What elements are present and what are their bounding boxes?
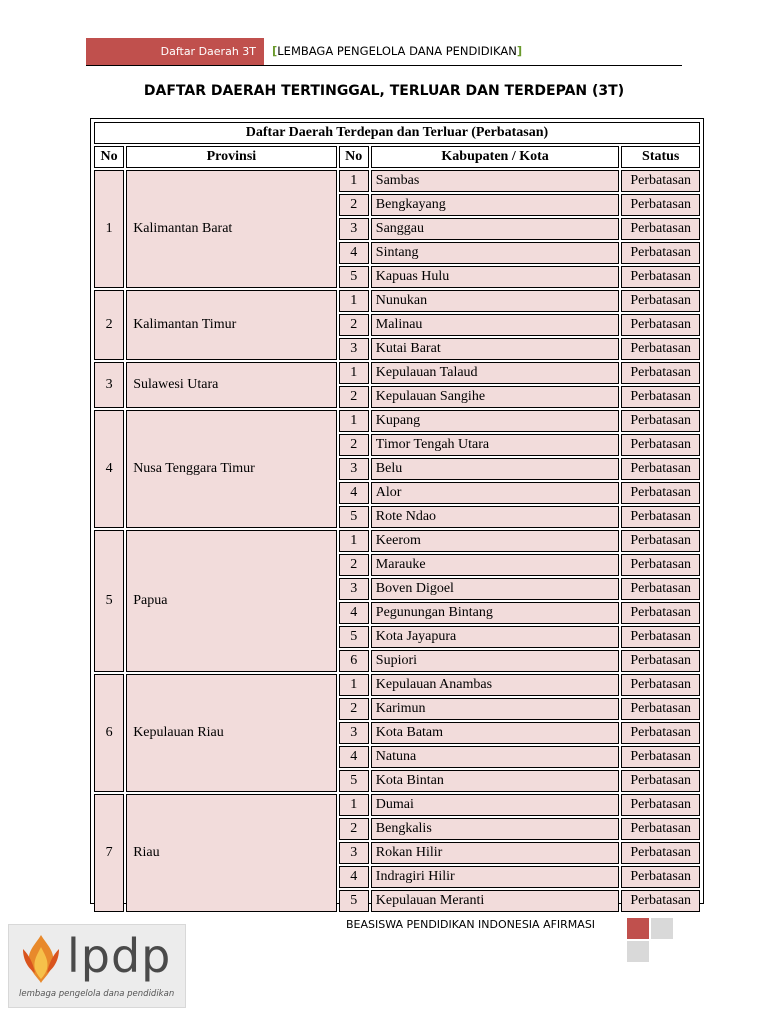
status-cell: Perbatasan <box>621 770 700 792</box>
table-row <box>94 170 700 192</box>
table-row <box>94 290 700 312</box>
regency-name: Kepulauan Talaud <box>371 362 620 384</box>
table-row <box>94 410 700 432</box>
footer-text: BEASISWA PENDIDIKAN INDONESIA AFIRMASI <box>346 918 596 931</box>
status-cell: Perbatasan <box>621 170 700 192</box>
status-cell: Perbatasan <box>621 506 700 528</box>
regency-number: 2 <box>339 554 369 576</box>
status-cell: Perbatasan <box>621 338 700 360</box>
regency-number: 4 <box>339 482 369 504</box>
status-cell: Perbatasan <box>621 410 700 432</box>
regency-number: 3 <box>339 338 369 360</box>
regency-name: Boven Digoel <box>371 578 620 600</box>
province-name: Kalimantan Timur <box>126 290 336 360</box>
regency-name: Nunukan <box>371 290 620 312</box>
regency-name: Kupang <box>371 410 620 432</box>
status-cell: Perbatasan <box>621 866 700 888</box>
header-tab-label: Daftar Daerah 3T <box>160 45 256 58</box>
regency-name: Keerom <box>371 530 620 552</box>
regency-name: Rote Ndao <box>371 506 620 528</box>
status-cell: Perbatasan <box>621 554 700 576</box>
regency-number: 4 <box>339 242 369 264</box>
province-number: 7 <box>94 794 124 912</box>
header-tab <box>86 38 264 65</box>
regency-name: Kota Batam <box>371 722 620 744</box>
regency-name: Kapuas Hulu <box>371 266 620 288</box>
regency-number: 5 <box>339 770 369 792</box>
regency-number: 1 <box>339 290 369 312</box>
regency-number: 3 <box>339 218 369 240</box>
regency-number: 4 <box>339 746 369 768</box>
logo-tagline: lembaga pengelola dana pendidikan <box>19 989 175 999</box>
footer-square-gray <box>651 918 673 939</box>
regency-name: Pegunungan Bintang <box>371 602 620 624</box>
regency-number: 2 <box>339 818 369 840</box>
regency-number: 1 <box>339 362 369 384</box>
province-number: 6 <box>94 674 124 792</box>
table-frame <box>90 118 704 908</box>
regency-number: 5 <box>339 506 369 528</box>
province-number: 1 <box>94 170 124 288</box>
regency-name: Alor <box>371 482 620 504</box>
header-kabupaten: Kabupaten / Kota <box>371 146 620 168</box>
regency-name: Natuna <box>371 746 620 768</box>
status-cell: Perbatasan <box>621 890 700 912</box>
regency-number: 3 <box>339 722 369 744</box>
header-bracket-open: [ <box>272 44 278 58</box>
footer-square-gray-lower <box>627 941 649 962</box>
regency-name: Marauke <box>371 554 620 576</box>
regency-name: Malinau <box>371 314 620 336</box>
province-number: 5 <box>94 530 124 672</box>
header-provinsi: Provinsi <box>126 146 336 168</box>
status-cell: Perbatasan <box>621 746 700 768</box>
province-name: Papua <box>126 530 336 672</box>
header-no-kab: No <box>339 146 369 168</box>
regency-number: 5 <box>339 626 369 648</box>
regency-number: 3 <box>339 842 369 864</box>
regency-number: 4 <box>339 866 369 888</box>
regency-number: 2 <box>339 314 369 336</box>
status-cell: Perbatasan <box>621 290 700 312</box>
status-cell: Perbatasan <box>621 242 700 264</box>
table-body <box>94 170 700 912</box>
status-cell: Perbatasan <box>621 266 700 288</box>
regency-number: 1 <box>339 170 369 192</box>
regency-name: Kepulauan Meranti <box>371 890 620 912</box>
status-cell: Perbatasan <box>621 386 700 408</box>
regency-name: Bengkalis <box>371 818 620 840</box>
status-cell: Perbatasan <box>621 218 700 240</box>
table-caption: Daftar Daerah Terdepan dan Terluar (Perbatasan) <box>94 122 700 144</box>
regency-name: Rokan Hilir <box>371 842 620 864</box>
province-name: Riau <box>126 794 336 912</box>
status-cell: Perbatasan <box>621 794 700 816</box>
regency-name: Kota Bintan <box>371 770 620 792</box>
status-cell: Perbatasan <box>621 458 700 480</box>
table-header-row <box>94 146 700 168</box>
lpdp-logo <box>8 924 186 1008</box>
province-name: Sulawesi Utara <box>126 362 336 408</box>
regency-name: Kota Jayapura <box>371 626 620 648</box>
regency-name: Sambas <box>371 170 620 192</box>
page-title: DAFTAR DAERAH TERTINGGAL, TERLUAR DAN TERDEPAN (3T) <box>143 83 625 99</box>
status-cell: Perbatasan <box>621 722 700 744</box>
status-cell: Perbatasan <box>621 362 700 384</box>
table-row <box>94 530 700 552</box>
status-cell: Perbatasan <box>621 626 700 648</box>
table-row <box>94 674 700 696</box>
province-number: 2 <box>94 290 124 360</box>
status-cell: Perbatasan <box>621 842 700 864</box>
province-number: 3 <box>94 362 124 408</box>
header-status: Status <box>621 146 700 168</box>
regions-table <box>92 120 702 914</box>
regency-name: Supiori <box>371 650 620 672</box>
regency-number: 2 <box>339 698 369 720</box>
status-cell: Perbatasan <box>621 818 700 840</box>
regency-number: 6 <box>339 650 369 672</box>
province-name: Nusa Tenggara Timur <box>126 410 336 528</box>
header-org <box>272 44 522 58</box>
regency-number: 5 <box>339 266 369 288</box>
regency-name: Sintang <box>371 242 620 264</box>
status-cell: Perbatasan <box>621 434 700 456</box>
regency-number: 2 <box>339 386 369 408</box>
regency-name: Kutai Barat <box>371 338 620 360</box>
header-org-name: LEMBAGA PENGELOLA DANA PENDIDIKAN <box>277 44 517 58</box>
status-cell: Perbatasan <box>621 602 700 624</box>
regency-number: 5 <box>339 890 369 912</box>
regency-name: Bengkayang <box>371 194 620 216</box>
status-cell: Perbatasan <box>621 698 700 720</box>
header-rule <box>86 65 682 66</box>
province-number: 4 <box>94 410 124 528</box>
province-name: Kepulauan Riau <box>126 674 336 792</box>
regency-number: 2 <box>339 434 369 456</box>
regency-number: 3 <box>339 578 369 600</box>
regency-name: Kepulauan Sangihe <box>371 386 620 408</box>
status-cell: Perbatasan <box>621 314 700 336</box>
table-row <box>94 794 700 816</box>
regency-name: Indragiri Hilir <box>371 866 620 888</box>
status-cell: Perbatasan <box>621 194 700 216</box>
logo-wordmark: lpdp <box>67 929 172 983</box>
regency-name: Kepulauan Anambas <box>371 674 620 696</box>
regency-name: Karimun <box>371 698 620 720</box>
regency-name: Belu <box>371 458 620 480</box>
status-cell: Perbatasan <box>621 530 700 552</box>
table-caption-row <box>94 122 700 144</box>
header-bracket-close: ] <box>516 44 523 58</box>
header-no: No <box>94 146 124 168</box>
table-row <box>94 362 700 384</box>
status-cell: Perbatasan <box>621 482 700 504</box>
province-name: Kalimantan Barat <box>126 170 336 288</box>
regency-number: 2 <box>339 194 369 216</box>
regency-number: 1 <box>339 794 369 816</box>
flame-icon <box>19 933 63 985</box>
status-cell: Perbatasan <box>621 578 700 600</box>
regency-name: Timor Tengah Utara <box>371 434 620 456</box>
status-cell: Perbatasan <box>621 674 700 696</box>
status-cell: Perbatasan <box>621 650 700 672</box>
regency-number: 3 <box>339 458 369 480</box>
regency-number: 1 <box>339 674 369 696</box>
regency-number: 1 <box>339 530 369 552</box>
regency-number: 4 <box>339 602 369 624</box>
regency-name: Dumai <box>371 794 620 816</box>
regency-name: Sanggau <box>371 218 620 240</box>
footer-square-red <box>627 918 649 939</box>
regency-number: 1 <box>339 410 369 432</box>
